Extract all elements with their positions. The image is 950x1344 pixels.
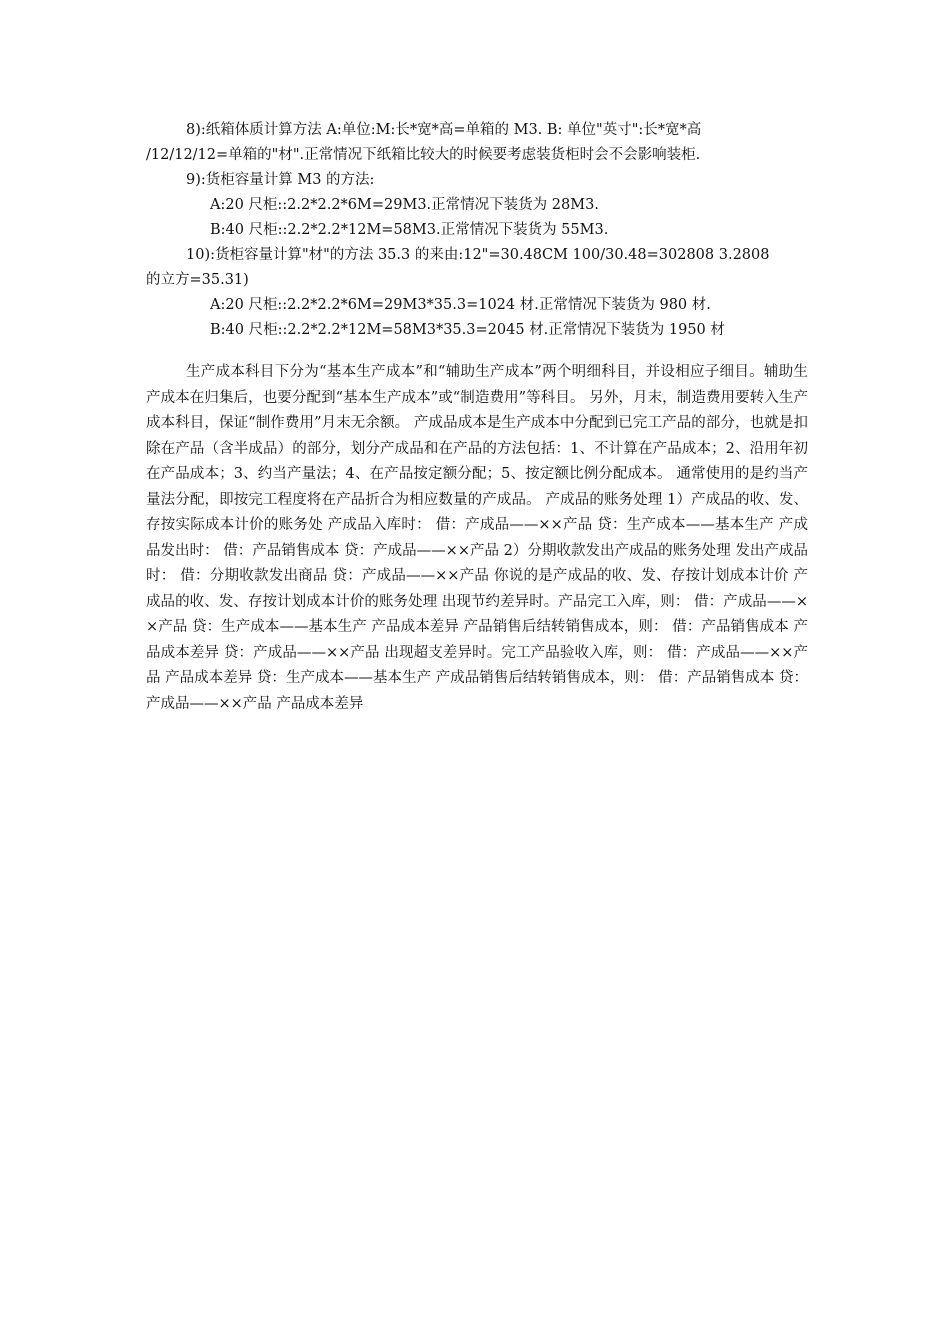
note-line-9a: A:20 尺柜::2.2*2.2*6M=29M3.正常情况下装货为 28M3. xyxy=(210,197,599,213)
document-page xyxy=(146,118,808,732)
note-line-8-part2: /12/12/12=单箱的"材".正常情况下纸箱比较大的时候要考虑装货柜时会不会影响装柜. xyxy=(146,147,701,163)
note-line-10b: B:40 尺柜::2.2*2.2*12M=58M3*35.3=2045 材.正常情况下装货为 1950 材 xyxy=(210,322,725,338)
carton-container-notes xyxy=(146,118,808,343)
note-line-9-heading: 9):货柜容量计算 M3 的方法: xyxy=(186,172,375,188)
production-cost-paragraph: 生产成本科目下分为“基本生产成本”和“辅助生产成本”两个明细科目，并设相应子细目。辅助生产成本在归集后，也要分配到“基本生产成本”或“制造费用”等科目。 另外，月末，制造费用要转入生产成本科目，保证“制作费用”月末无余额。 产成品成本是生产成本中分配到已完工产品的部分，也就是扣除在产品（含半成品）的部分，划分产成品和在产品的方法包括：1、不计算在产品成本；2、沿用年初在产品成本；3、约当产量法；4、在产品按定额分配；5、按定额比例分配成本。 通常使用的是约当产量法分配，即按完工程度将在产品折合为相应数量的产成品。 产成品的账务处理 1）产成品的收、发、存按实际成本计价的账务处 产成品入库时： 借：产成品——××产品 贷：生产成本——基本生产 产成品发出时： 借：产品销售成本 贷：产成品——××产品 2）分期收款发出产成品的账务处理 发出产成品时： 借：分期收款发出商品 贷：产成品——××产品 你说的是产成品的收、发、存按计划成本计价 产成品的收、发、存按计划成本计价的账务处理 出现节约差异时。产品完工入库，则： 借：产成品——××产品 贷：生产成本——基本生产 产品成本差异 产品销售后结转销售成本，则： 借：产品销售成本 产品成本差异 贷：产成品——××产品 出现超支差异时。完工产品验收入库，则： 借：产成品——××产品 产品成本差异 贷：生产成本——基本生产 产成品销售后结转销售成本，则： 借：产品销售成本 贷：产成品——××产品 产品成本差异 xyxy=(146,364,808,712)
note-line-10-part2: 的立方=35.31) xyxy=(146,272,249,288)
note-line-10-part1: 10):货柜容量计算"材"的方法 35.3 的来由:12"=30.48CM 100/30.48=302808 3.2808 xyxy=(186,247,770,263)
note-line-9b: B:40 尺柜::2.2*2.2*12M=58M3.正常情况下装货为 55M3. xyxy=(210,222,609,238)
note-line-8-part1: 8):纸箱体质计算方法 A:单位:M:长*宽*高=单箱的 M3. B: 单位"英寸":长*宽*高 xyxy=(186,122,702,138)
note-line-10a: A:20 尺柜::2.2*2.2*6M=29M3*35.3=1024 材.正常情况下装货为 980 材. xyxy=(210,297,711,313)
